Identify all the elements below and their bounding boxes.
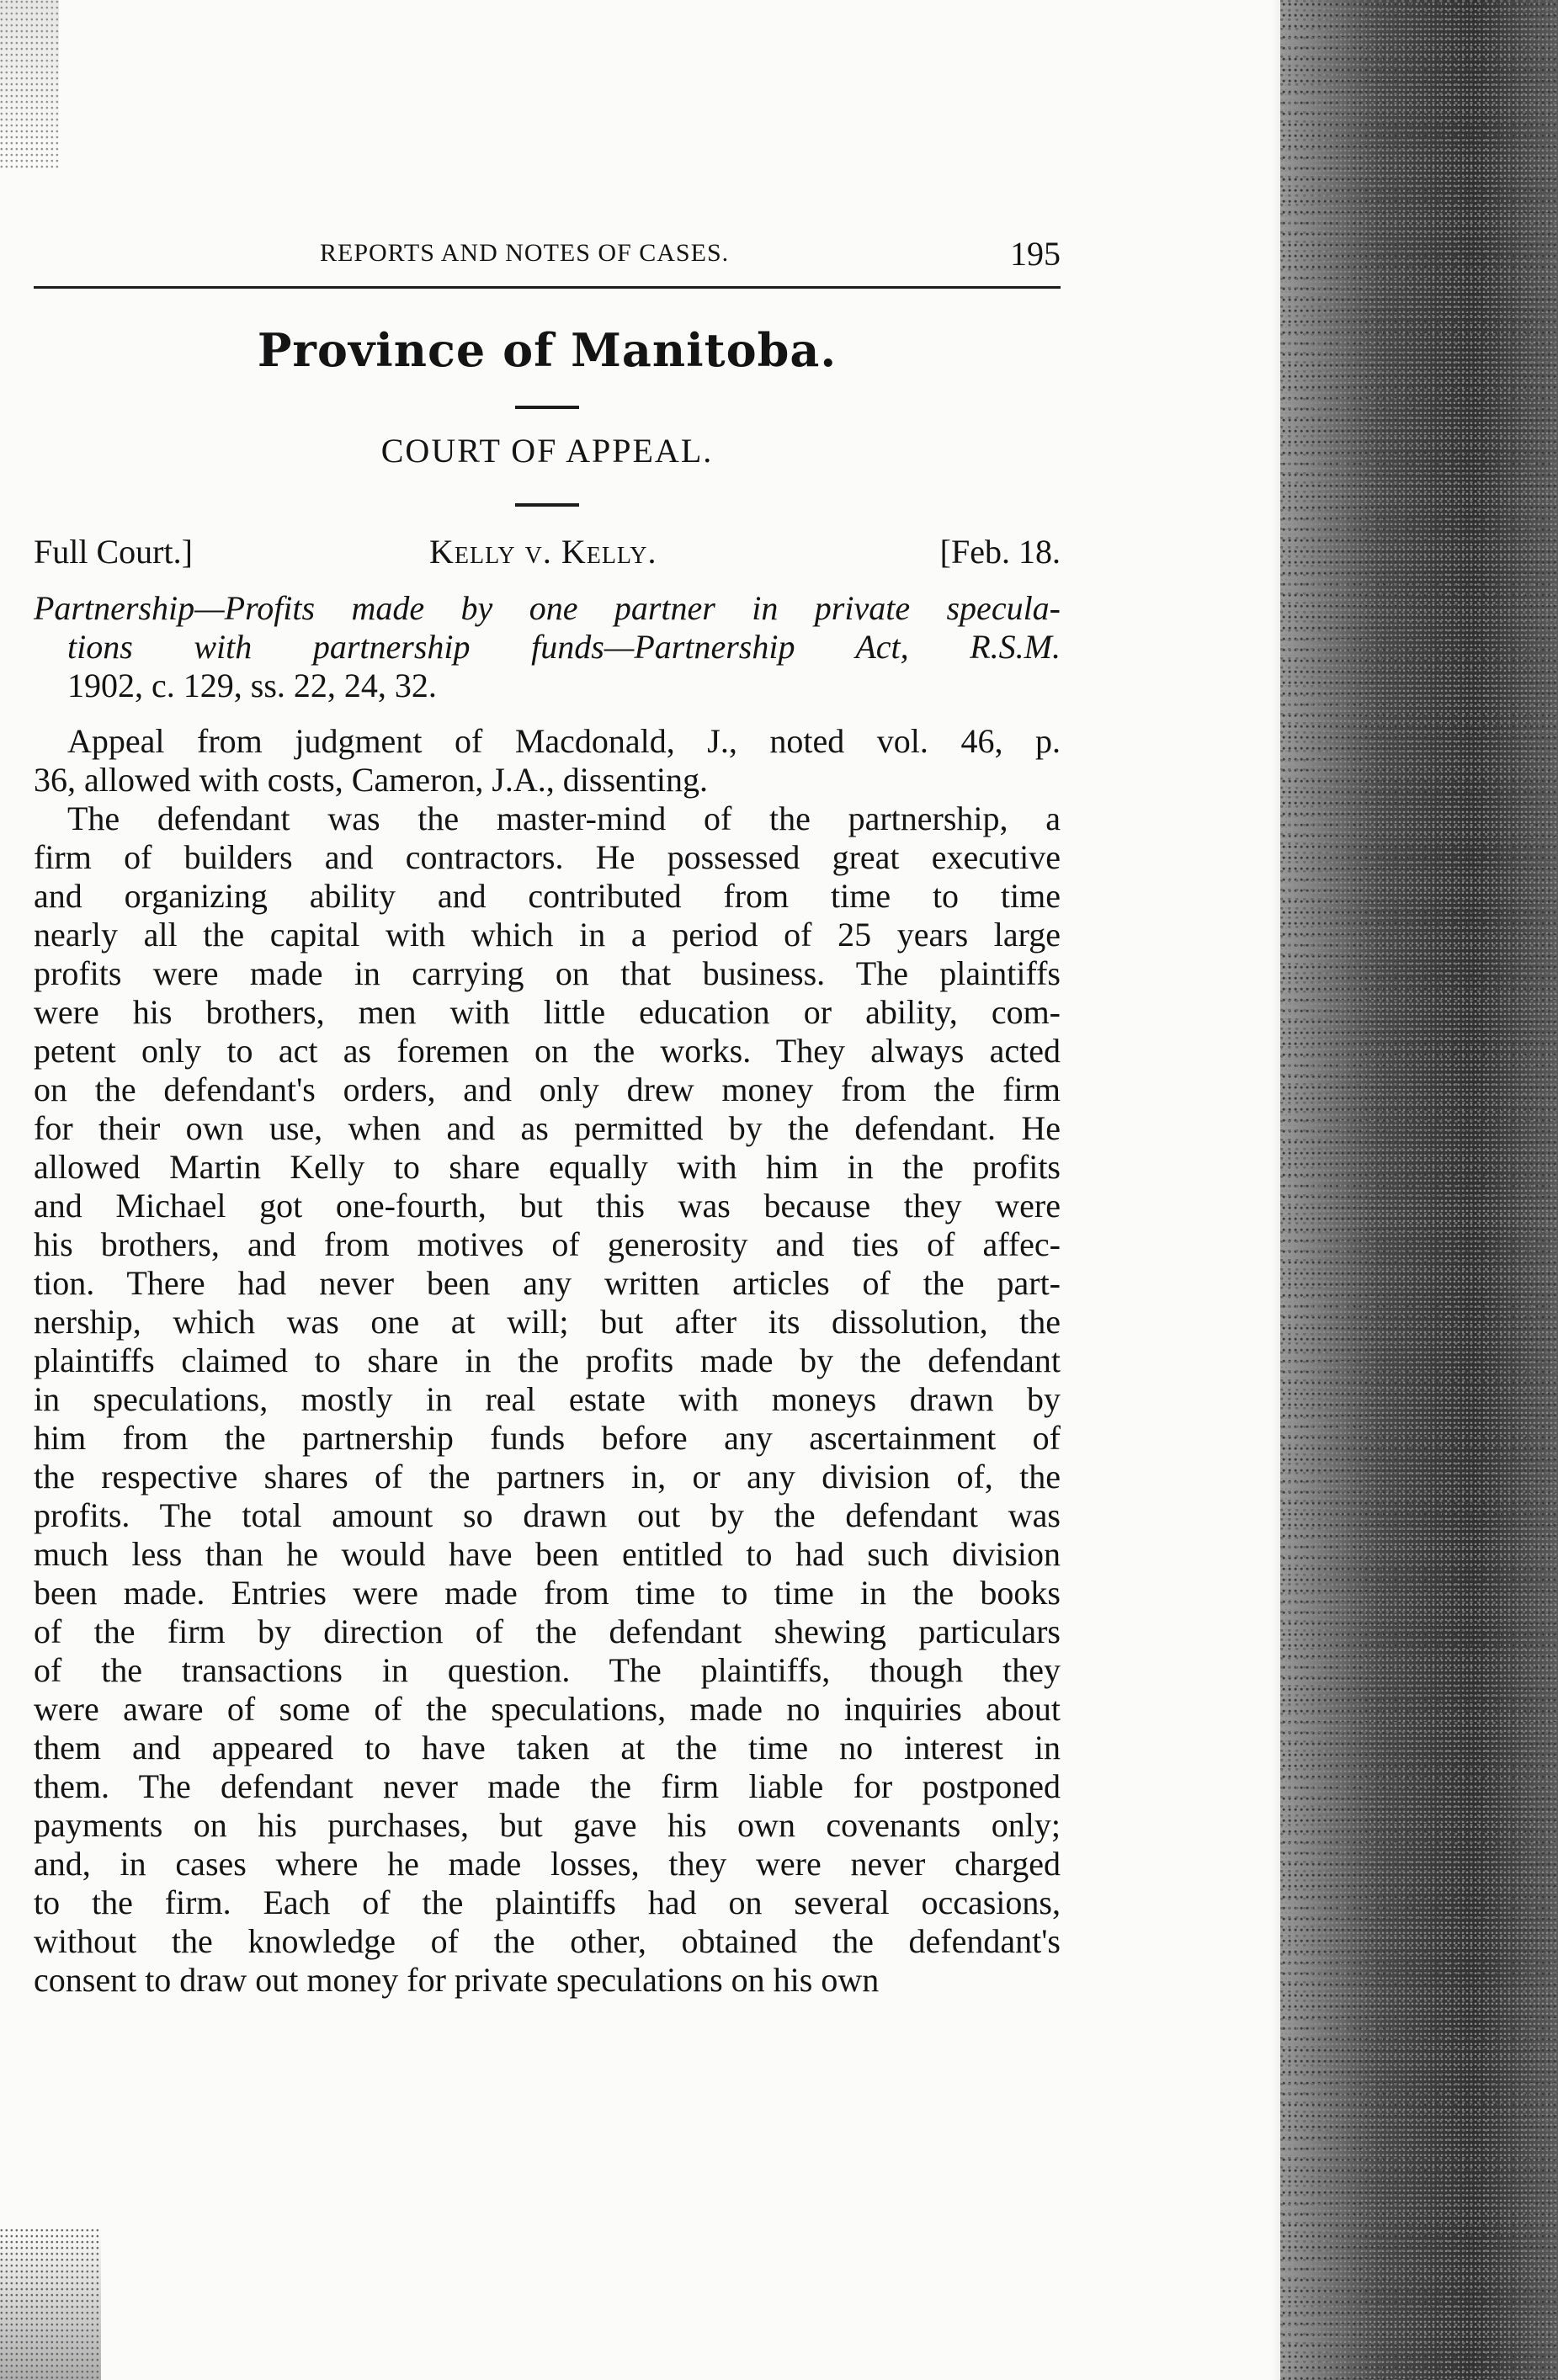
body-line: consent to draw out money for private speculations on his own xyxy=(34,1961,880,1999)
body-line: been made. Entries were made from time to time in the books xyxy=(34,1574,1061,1612)
body-line: without the knowledge of the other, obtained the defendant's xyxy=(34,1922,1061,1960)
body-line: tion. There had never been any written articles of the part- xyxy=(34,1264,1061,1302)
case-caption xyxy=(34,532,1061,574)
body-line: profits. The total amount so drawn out by the defendant was xyxy=(34,1496,1061,1534)
headnote xyxy=(34,589,1061,705)
section-divider xyxy=(515,503,579,507)
body-line: nearly all the capital with which in a period of 25 years large xyxy=(34,916,1061,954)
body-line: and organizing ability and contributed from time to time xyxy=(34,877,1061,915)
body-line: petent only to act as foremen on the works. They always acted xyxy=(34,1032,1061,1070)
body-line: nership, which was one at will; but after its dissolution, the xyxy=(34,1303,1061,1341)
section-divider xyxy=(515,406,579,409)
body-line: were his brothers, men with little education or ability, com- xyxy=(34,993,1061,1031)
body-line: for their own use, when and as permitted by the defendant. He xyxy=(34,1109,1061,1147)
body-line: profits were made in carrying on that business. The plaintiffs xyxy=(34,954,1061,992)
caption-case-name: Kelly v. Kelly. xyxy=(429,533,657,571)
court-heading: COURT OF APPEAL. xyxy=(380,432,714,470)
body-line: The defendant was the master-mind of the partnership, a xyxy=(67,800,1061,837)
body-line: allowed Martin Kelly to share equally with him in the profits xyxy=(34,1148,1061,1186)
body-line: them. The defendant never made the firm liable for postponed xyxy=(34,1767,1061,1805)
headnote-line: tions with partnership funds—Partnership Act, R.S.M. xyxy=(67,628,1061,666)
body-paragraph xyxy=(34,800,1061,2000)
province-heading: Province of Manitoba. xyxy=(257,323,837,377)
header-rule xyxy=(34,286,1061,289)
page-number: 195 xyxy=(1010,235,1061,273)
appeal-line: 36, allowed with costs, Cameron, J.A., dissenting. xyxy=(34,761,709,799)
book-binding-edge xyxy=(1280,0,1558,2380)
scan-noise-bottom-left xyxy=(0,2229,101,2380)
caption-court: Full Court.] xyxy=(34,533,193,571)
body-line: were aware of some of the speculations, made no inquiries about xyxy=(34,1690,1061,1728)
body-line: much less than he would have been entitled to had such division xyxy=(34,1535,1061,1573)
body-line: to the firm. Each of the plaintiffs had on several occasions, xyxy=(34,1883,1061,1921)
body-line: in speculations, mostly in real estate with moneys drawn by xyxy=(34,1380,1061,1418)
appeal-paragraph xyxy=(34,722,1061,800)
headnote-line: Partnership—Profits made by one partner in private specula- xyxy=(34,589,1061,627)
body-line: on the defendant's orders, and only drew money from the firm xyxy=(34,1070,1061,1108)
body-line: him from the partnership funds before any ascertainment of xyxy=(34,1419,1061,1457)
body-line: of the firm by direction of the defendant shewing particulars xyxy=(34,1612,1061,1650)
headnote-line: 1902, c. 129, ss. 22, 24, 32. xyxy=(67,667,437,704)
body-line: and Michael got one-fourth, but this was because they were xyxy=(34,1187,1061,1225)
scan-noise-top-left xyxy=(0,0,59,168)
appeal-line: Appeal from judgment of Macdonald, J., noted vol. 46, p. xyxy=(67,722,1061,760)
body-line: plaintiffs claimed to share in the profits made by the defendant xyxy=(34,1341,1061,1379)
body-line: firm of builders and contractors. He possessed great executive xyxy=(34,838,1061,876)
body-line: them and appeared to have taken at the time no interest in xyxy=(34,1729,1061,1766)
caption-date: [Feb. 18. xyxy=(939,533,1061,571)
body-line: the respective shares of the partners in, or any division of, the xyxy=(34,1458,1061,1495)
body-line: of the transactions in question. The plaintiffs, though they xyxy=(34,1651,1061,1689)
running-head-title: REPORTS AND NOTES OF CASES. xyxy=(320,239,730,267)
body-line: payments on his purchases, but gave his own covenants only; xyxy=(34,1806,1061,1844)
body-line: and, in cases where he made losses, they were never charged xyxy=(34,1845,1061,1883)
body-line: his brothers, and from motives of generosity and ties of affec- xyxy=(34,1225,1061,1263)
